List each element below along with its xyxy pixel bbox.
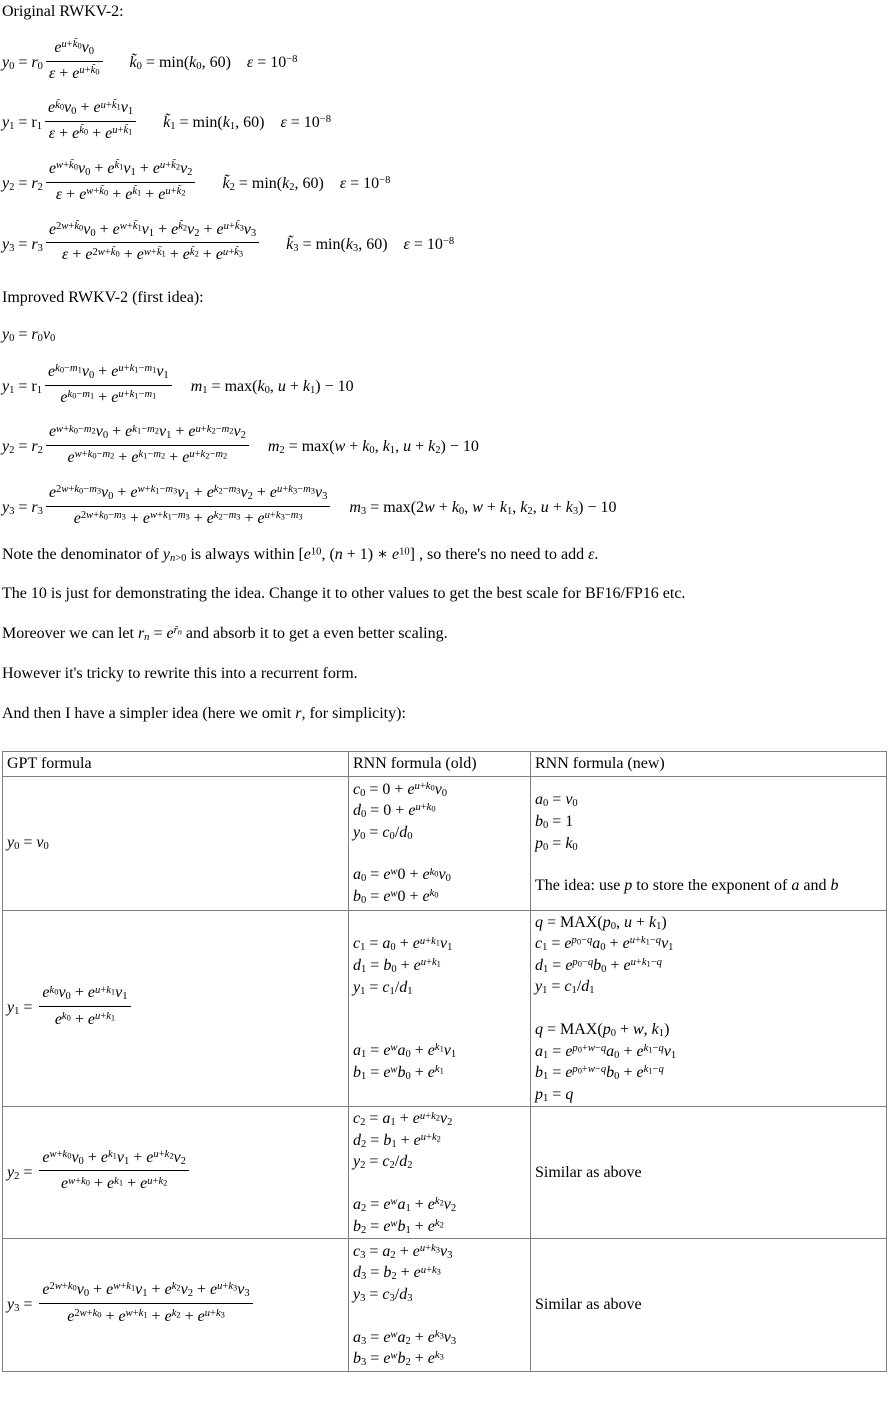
note-absorb: Moreover we can let $r_n = e^{r̃_n}$ and absorb it to get a even better scaling. [2, 625, 448, 644]
formula-original-y1: $y_1 = r_1$ $\frac{e^{k̃_0}v_0 + e^{u+k̃_1}v_1}{\varepsilon + e^{k̃_0} + e^{u+k̃_1}}$ $k̃_1 = \min(k_1$, 60) $\varepsilon = 10^{-8}$ [2, 99, 332, 143]
cell-y2-rnn-new: Similar as above [531, 1107, 887, 1239]
cell-y0-rnn-old: $c_0 = 0 + e^{u+k_0}v_0$ $d_0 = 0 + e^{u+k_0}$ $y_0 = c_0/d_0$ $a_0 = e^w0 + e^{k_0}v_0$ $b_0 = e^w0 + e^{k_0}$ [349, 776, 531, 910]
cell-y1-rnn-new: $q = MAX(p_0$, $u + k_1$) $c_1 = e^{p_0-q}a_0 + e^{u+k_1-q}v_1$ $d_1 = e^{p_0-q}b_0 + e^{u+k_1-q}$ $y_1 = c_1/d_1$ $q = MAX(p_0 + w$, $k_1$) $a_1 = e^{p_0+w-q}a_0 + e^{k_1-q}v_1$ $b_1 = e^{p_0+w-q}b_0 + e^{k_1-q}$ $p_1 = q$ [531, 910, 887, 1107]
note-denominator: Note the denominator of $y_{n>0}$ is always within [$e^{10}$, (n + 1) ∗ $e^{10}$] , so there's no need to add ε. [2, 545, 599, 564]
cell-y1-rnn-old: $c_1 = a_0 + e^{u+k_1}v_1$ $d_1 = b_0 + e^{u+k_1}$ $y_1 = c_1/d_1$ $a_1 = e^wa_0 + e^{k_1}v_1$ $b_1 = e^wb_0 + e^{k_1}$ [349, 910, 531, 1107]
section-title-improved: Improved RWKV-2 (first idea): [2, 289, 204, 307]
formula-improved-y3: $y_3 = r_3$ $\frac{e^{2w+k_0-m_3}v_0 + e^{w+k_1-m_3}v_1 + e^{k_2-m_3}v_2 + e^{u+k_3-m_3}v_3}{e^{2w+k_0-m_3} + e^{w+k_1-m_3} + e^{k_2-m_3} + e^{u+k_3-m_3}}$ $m_3 = \max(2w + k_0$, $w + k_1$, $k_2$, $u + k_3) - 10$ [2, 483, 617, 527]
comparison-table [2, 751, 887, 1373]
table-row-y0 [3, 776, 887, 910]
cell-y1-gpt: $y_1$ = $\frac{e^{k_0}v_0 + e^{u+k_1}v_1}{e^{k_0} + e^{u+k_1}}$ [3, 910, 349, 1107]
table-row-y1 [3, 910, 887, 1107]
column-header-rnn-new: RNN formula (new) [531, 751, 887, 776]
cell-y3-rnn-new: Similar as above [531, 1239, 887, 1372]
section-title-original: Original RWKV-2: [2, 3, 124, 20]
note-tricky: However it's tricky to rewrite this into a recurrent form. [2, 664, 358, 682]
formula-improved-y0: $y_0 = r_0v_0$ [2, 325, 56, 345]
formula-original-y3: $y_3 = r_3$ $\frac{e^{2w+k̃_0}v_0 + e^{w+k̃_1}v_1 + e^{k̃_2}v_2 + e^{u+k̃_3}v_3}{\varepsilon + e^{2w+k̃_0} + e^{w+k̃_1} + e^{k̃_2} + e^{u+k̃_3}}$ $k̃_3 = \min(k_3$, 60) $\varepsilon = 10^{-8}$ [2, 220, 455, 264]
formula-original-y0: $y_0 = r_0$ $\frac{e^{u+k̃_0}v_0}{\varepsilon + e^{u+k̃_0}}$ $k̃_0 = \min(k_0$, 60) $\varepsilon = 10^{-8}$ [2, 38, 298, 82]
formula-original-y2: $y_2 = r_2$ $\frac{e^{w+k̃_0}v_0 + e^{k̃_1}v_1 + e^{u+k̃_2}v_2}{\varepsilon + e^{w+k̃_0} + e^{k̃_1} + e^{u+k̃_2}}$ $k̃_2 = \min(k_2$, 60) $\varepsilon = 10^{-8}$ [2, 159, 391, 203]
cell-y2-rnn-old: $c_2 = a_1 + e^{u+k_2}v_2$ $d_2 = b_1 + e^{u+k_2}$ $y_2 = c_2/d_2$ $a_2 = e^wa_1 + e^{k_2}v_2$ $b_2 = e^wb_1 + e^{k_2}$ [349, 1107, 531, 1239]
document [2, 2, 888, 1372]
column-header-gpt-formula: GPT formula [3, 751, 349, 776]
cell-y2-gpt: $y_2$ = $\frac{e^{w+k_0}v_0 + e^{k_1}v_1 + e^{u+k_2}v_2}{e^{w+k_0} + e^{k_1} + e^{u+k_2}}$ [3, 1107, 349, 1239]
formula-improved-y1: $y_1 = r_1$ $\frac{e^{k_0-m_1}v_0 + e^{u+k_1-m_1}v_1}{e^{k_0-m_1} + e^{u+k_1-m_1}}$ $m_1 = \max(k_0$, $u + k_1) - 10$ [2, 362, 354, 406]
formula-improved-y2: $y_2 = r_2$ $\frac{e^{w+k_0-m_2}v_0 + e^{k_1-m_2}v_1 + e^{u+k_2-m_2}v_2}{e^{w+k_0-m_2} + e^{k_1-m_2} + e^{u+k_2-m_2}}$ $m_2 = \max(w + k_0$, $k_1$, $u + k_2) - 10$ [2, 423, 479, 467]
cell-y3-rnn-old: $c_3 = a_2 + e^{u+k_3}v_3$ $d_3 = b_2 + e^{u+k_3}$ $y_3 = c_3/d_3$ $a_3 = e^wa_2 + e^{k_3}v_3$ $b_3 = e^wb_2 + e^{k_3}$ [349, 1239, 531, 1372]
cell-y0-rnn-new: $a_0 = v_0$ $b_0 = 1$ $p_0 = k_0$ The idea: use p to store the exponent of a and b [531, 776, 887, 910]
note-scale: The 10 is just for demonstrating the idea. Change it to other values to get the best scale for BF16/FP16 etc. [2, 585, 686, 603]
note-simpler-idea: And then I have a simpler idea (here we omit r, for simplicity): [2, 704, 406, 722]
table-row-y2 [3, 1107, 887, 1239]
table-header-row [3, 751, 887, 776]
column-header-rnn-old: RNN formula (old) [349, 751, 531, 776]
table-row-y3 [3, 1239, 887, 1372]
cell-y0-gpt: $y_0 = v_0$ [3, 776, 349, 910]
cell-y3-gpt: $y_3$ = $\frac{e^{2w+k_0}v_0 + e^{w+k_1}v_1 + e^{k_2}v_2 + e^{u+k_3}v_3}{e^{2w+k_0} + e^{w+k_1} + e^{k_2} + e^{u+k_3}}$ [3, 1239, 349, 1372]
